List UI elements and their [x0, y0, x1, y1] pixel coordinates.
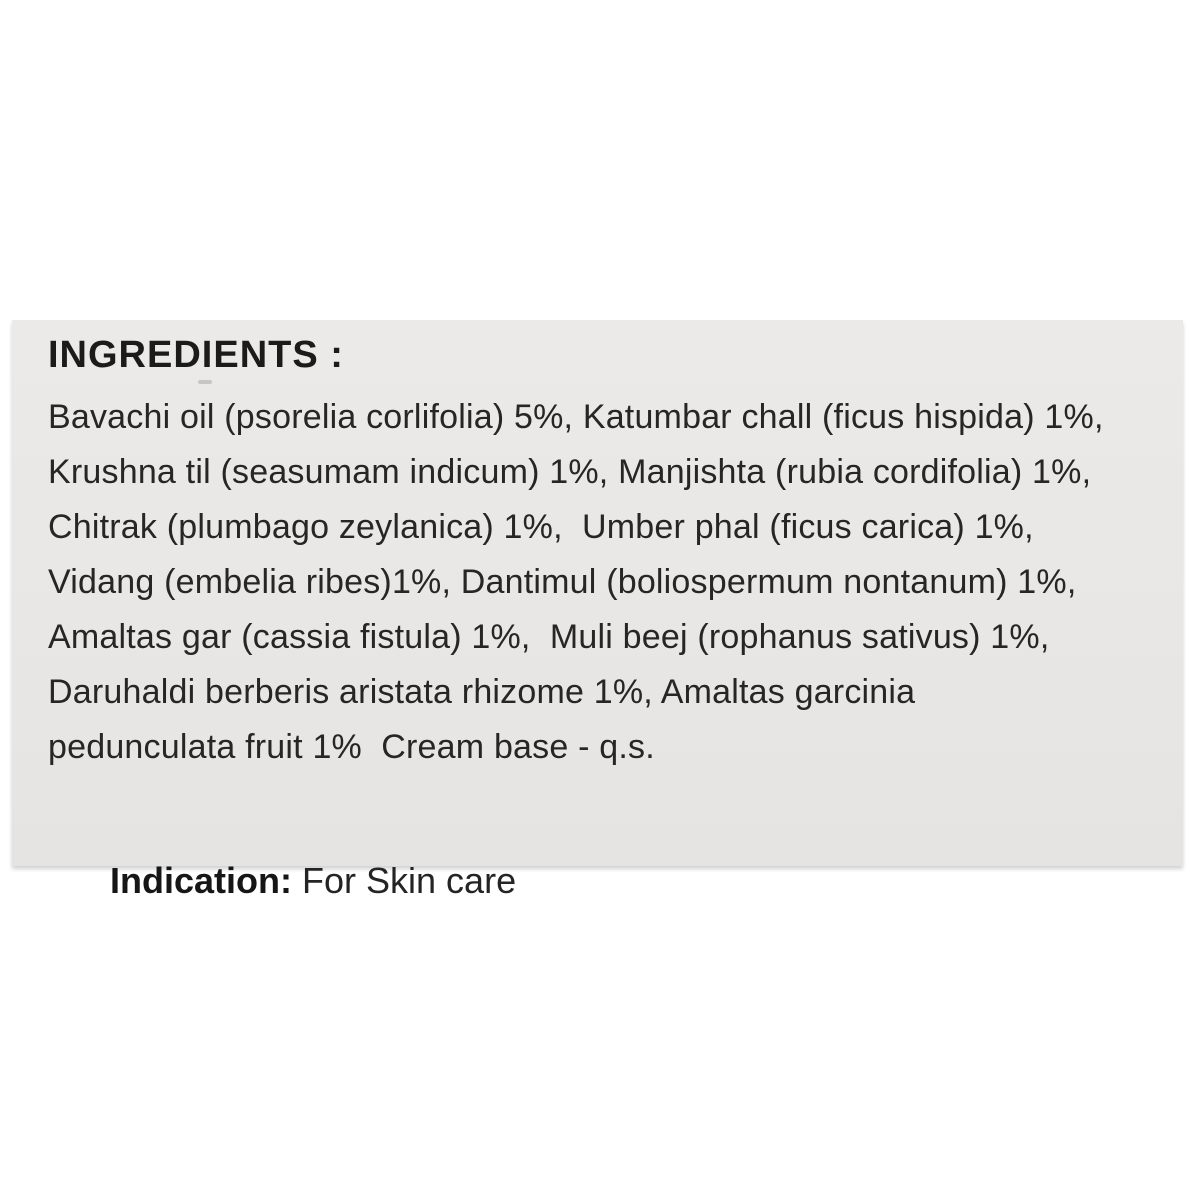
ingredient-line: Krushna til (seasumam indicum) 1%, Manjishta (rubia cordifolia) 1%,	[48, 453, 1092, 491]
indication-line	[50, 818, 516, 944]
ingredient-line: Chitrak (plumbago zeylanica) 1%, Umber phal (ficus carica) 1%,	[48, 508, 1034, 546]
ingredients-list	[48, 390, 1173, 775]
print-smudge	[198, 380, 212, 384]
ingredients-heading: INGREDIENTS :	[48, 334, 344, 376]
ingredient-line: pedunculata fruit 1% Cream base - q.s.	[48, 728, 655, 766]
ingredient-line: Daruhaldi berberis aristata rhizome 1%, Amaltas garcinia	[48, 673, 916, 711]
ingredient-line: Amaltas gar (cassia fistula) 1%, Muli beej (rophanus sativus) 1%,	[48, 618, 1050, 656]
ingredients-panel	[12, 320, 1183, 901]
indication-label: Indication:	[110, 860, 293, 901]
ingredient-line: Bavachi oil (psorelia corlifolia) 5%, Katumbar chall (ficus hispida) 1%,	[48, 398, 1104, 436]
ingredient-line: Vidang (embelia ribes)1%, Dantimul (boliospermum nontanum) 1%,	[48, 563, 1077, 601]
indication-value: For Skin care	[292, 860, 517, 901]
